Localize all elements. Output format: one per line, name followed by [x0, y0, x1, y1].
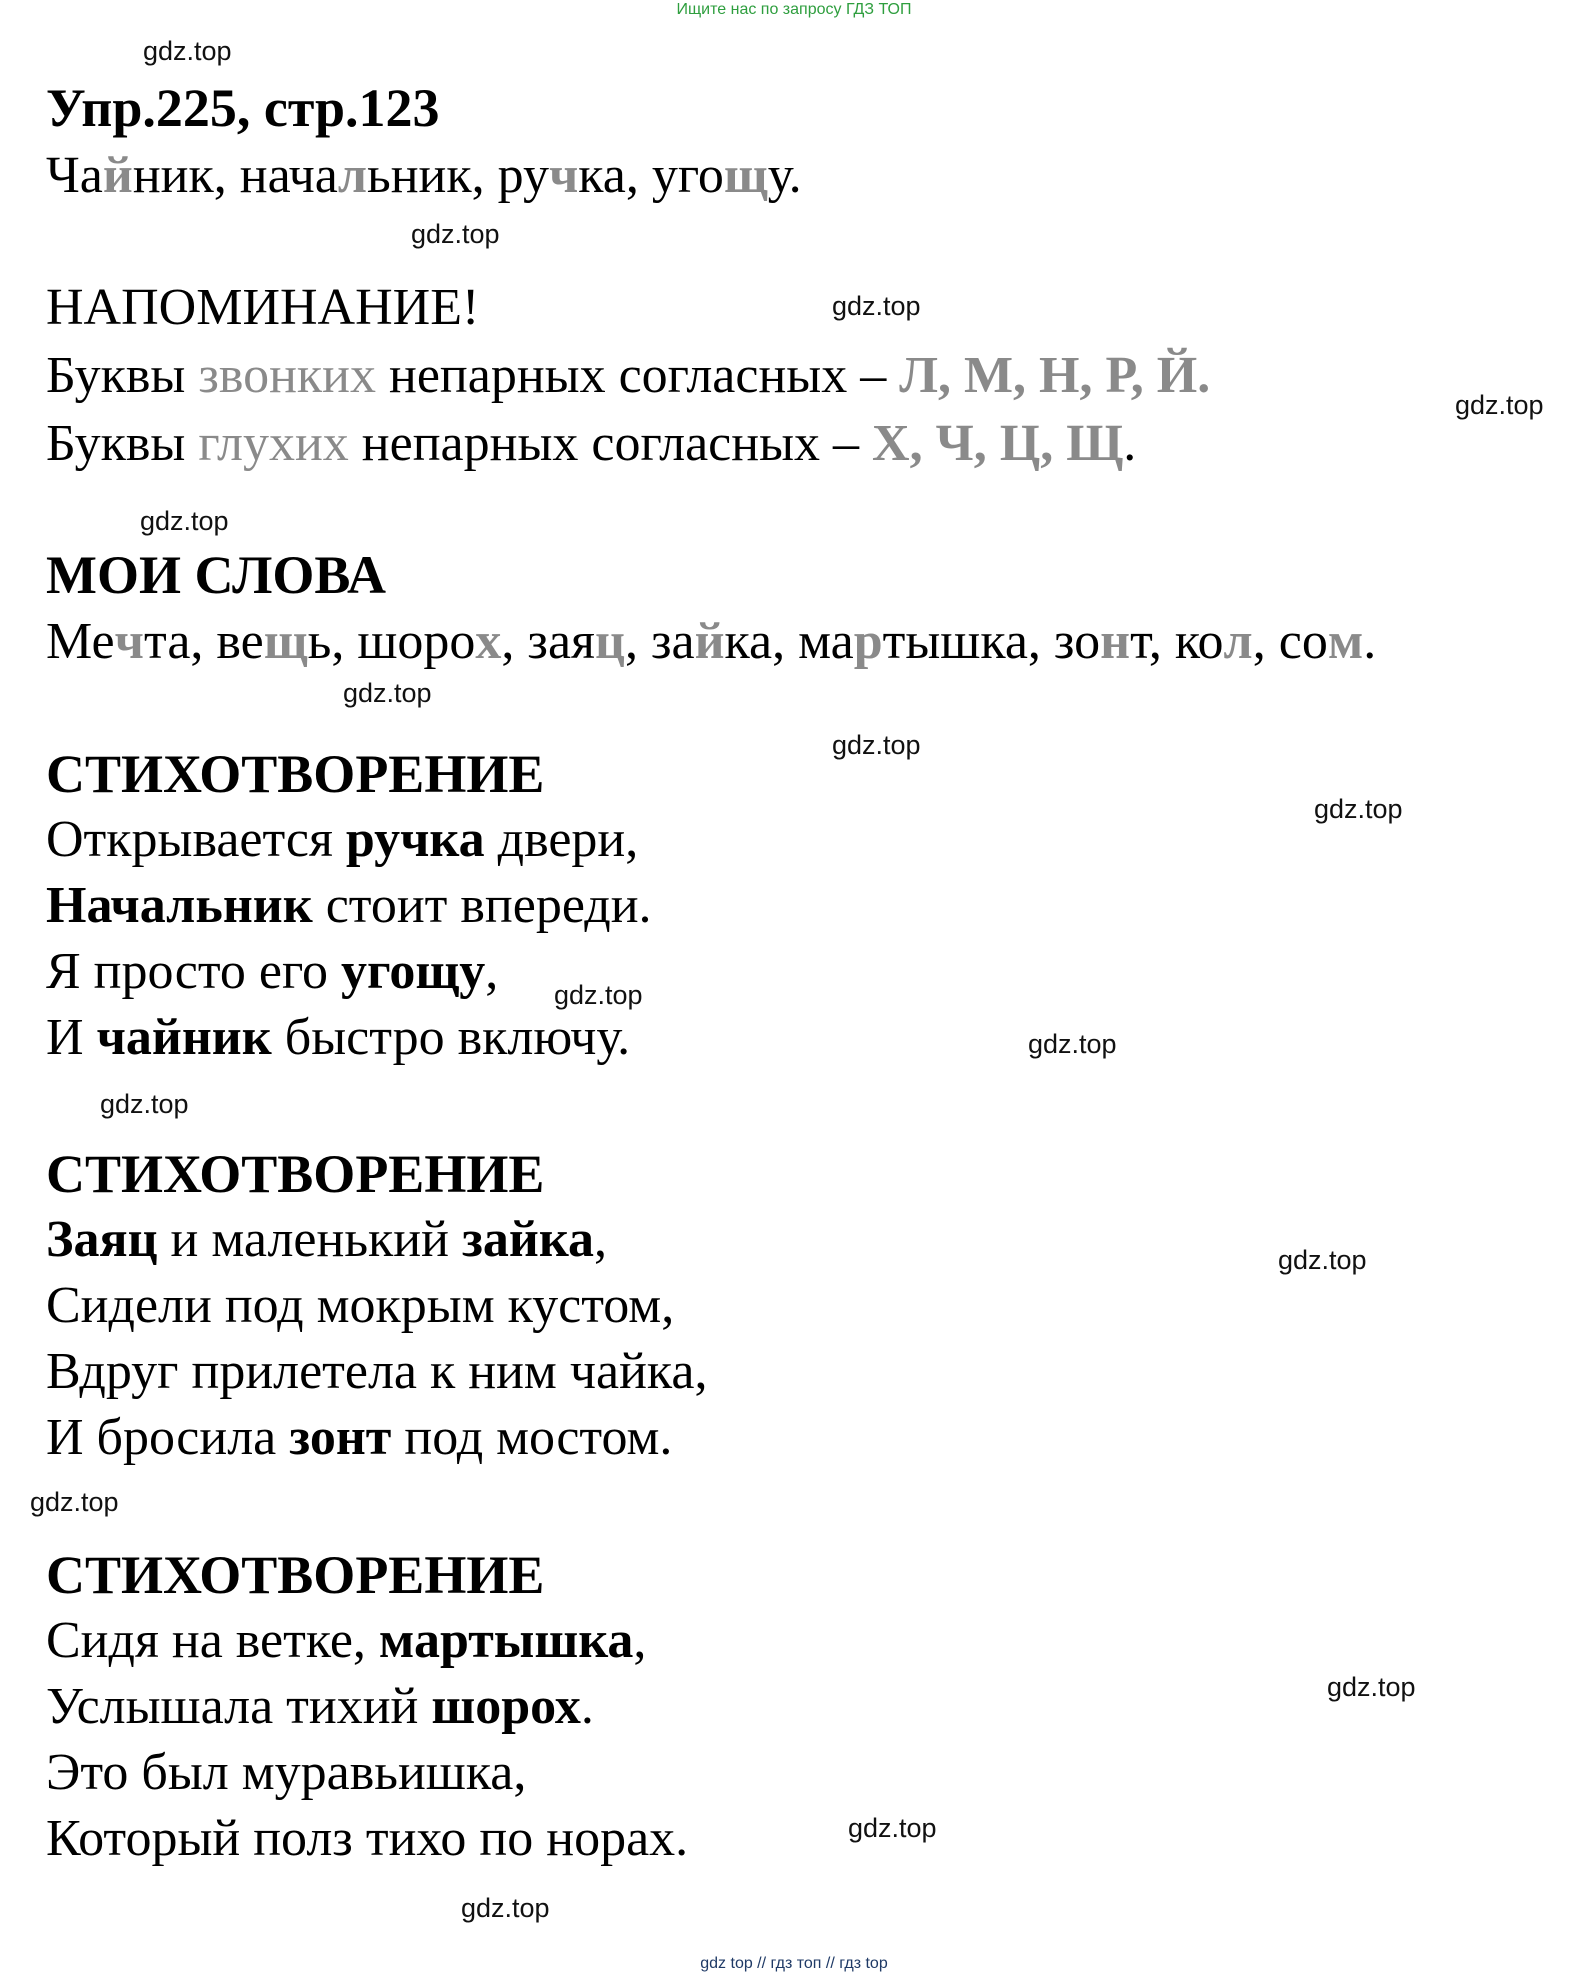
page-title: Упр.225, стр.123 — [46, 78, 440, 138]
watermark: gdz.top — [1314, 794, 1403, 824]
poem1-line-2: Начальник стоит впереди. — [46, 877, 652, 934]
poem2-line-1: Заяц и маленький зайка, — [46, 1211, 607, 1268]
my-words-line: Мечта, вещь, шорох, заяц, зайка, мартышка, зонт, кол, сом. — [46, 613, 1377, 670]
watermark: gdz.top — [1327, 1672, 1416, 1702]
footer-link[interactable]: гдз top — [839, 1955, 888, 1972]
top-banner[interactable]: Ищите нас по запросу ГДЗ ТОП — [676, 1, 912, 18]
reminder-line-voiced: Буквы звонких непарных согласных – Л, М, Н, Р, Й. — [46, 347, 1211, 404]
footer-links: gdz top // гдз топ // гдз top — [700, 1955, 888, 1972]
watermark: gdz.top — [343, 678, 432, 708]
footer-link[interactable]: гдз топ — [770, 1955, 822, 1972]
watermark: gdz.top — [140, 506, 229, 536]
footer-link[interactable]: gdz top — [700, 1955, 753, 1972]
poem1-heading: СТИХОТВОРЕНИЕ — [46, 744, 545, 804]
reminder-line-voiceless: Буквы глухих непарных согласных – Х, Ч, Ц, Щ. — [46, 415, 1137, 472]
watermark: gdz.top — [461, 1893, 550, 1923]
watermark: gdz.top — [1455, 390, 1544, 420]
poem1-line-1: Открывается ручка двери, — [46, 811, 639, 868]
watermark: gdz.top — [554, 980, 643, 1010]
poem1-line-3: Я просто его угощу, — [46, 943, 499, 1000]
poem2-line-2: Сидели под мокрым кустом, — [46, 1277, 675, 1334]
reminder-heading: НАПОМИНАНИЕ! — [46, 279, 480, 336]
watermark: gdz.top — [1028, 1029, 1117, 1059]
poem2-line-3: Вдруг прилетела к ним чайка, — [46, 1343, 708, 1400]
poem3-line-1: Сидя на ветке, мартышка, — [46, 1612, 647, 1669]
watermark: gdz.top — [30, 1487, 119, 1517]
poem3-heading: СТИХОТВОРЕНИЕ — [46, 1545, 545, 1605]
watermark: gdz.top — [100, 1089, 189, 1119]
watermark: gdz.top — [832, 291, 921, 321]
poem3-line-3: Это был муравьишка, — [46, 1744, 527, 1801]
poem3-line-2: Услышала тихий шорох. — [46, 1678, 594, 1735]
watermark: gdz.top — [411, 219, 500, 249]
watermark: gdz.top — [832, 730, 921, 760]
poem2-line-4: И бросила зонт под мостом. — [46, 1409, 673, 1466]
poem3-line-4: Который полз тихо по норах. — [46, 1810, 689, 1867]
my-words-heading: МОИ СЛОВА — [46, 545, 386, 605]
answer-line: Чайник, начальник, ручка, угощу. — [46, 147, 802, 204]
watermark: gdz.top — [848, 1813, 937, 1843]
watermark: gdz.top — [1278, 1245, 1367, 1275]
poem2-heading: СТИХОТВОРЕНИЕ — [46, 1144, 545, 1204]
poem1-line-4: И чайник быстро включу. — [46, 1009, 631, 1066]
watermark: gdz.top — [143, 36, 232, 66]
